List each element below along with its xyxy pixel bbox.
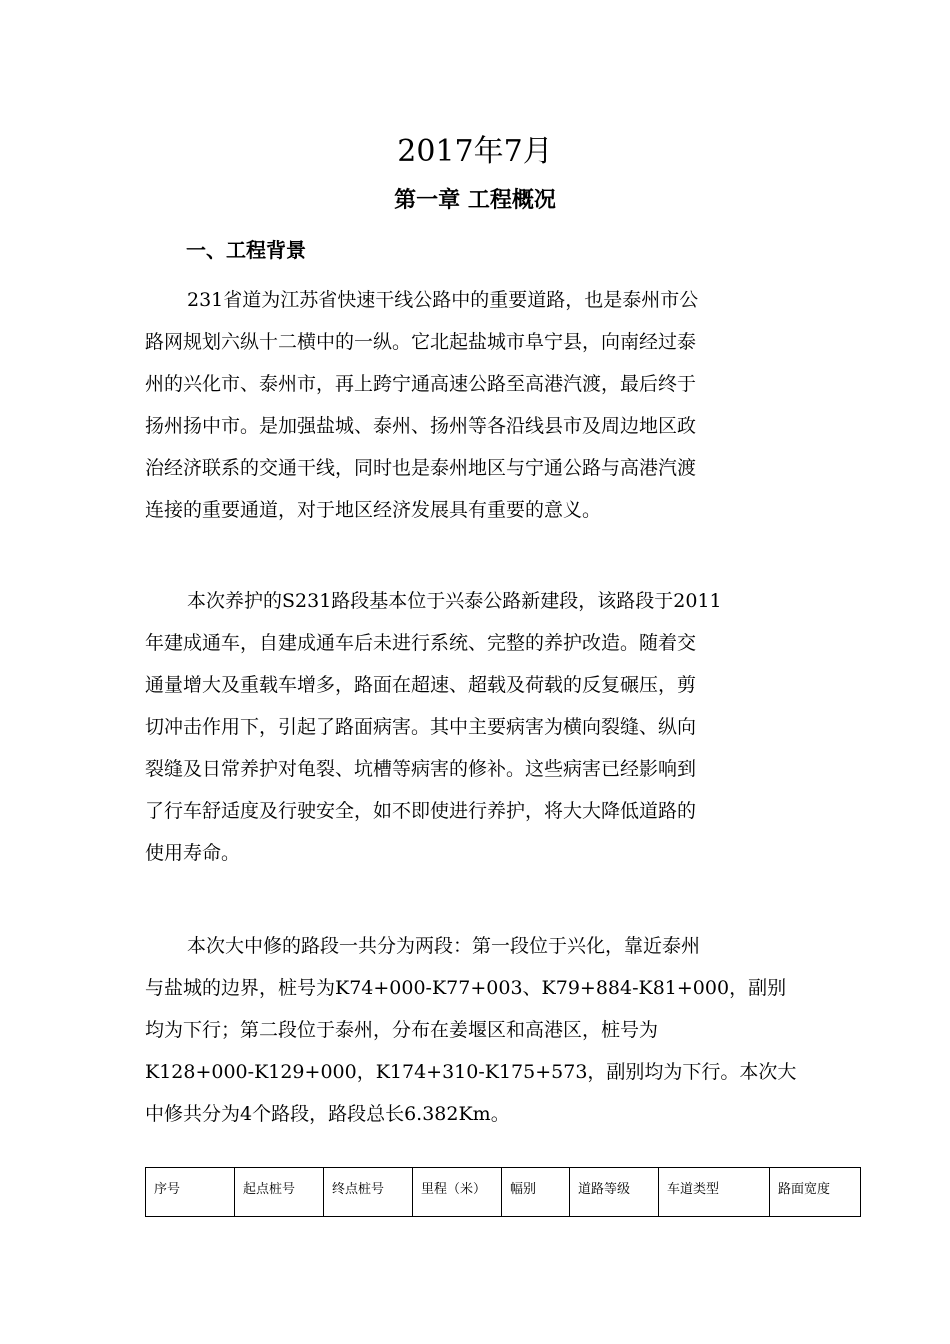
text-line: 了行车舒适度及行驶安全，如不即使进行养护，将大大降低道路的	[145, 800, 697, 822]
header-length: 里程（米）	[413, 1168, 502, 1217]
header-index: 序号	[146, 1168, 235, 1217]
text-line: 年建成通车，自建成通车后未进行系统、完整的养护改造。随着交	[145, 632, 697, 654]
text-line: 切冲击作用下，引起了路面病害。其中主要病害为横向裂缝、纵向	[145, 716, 697, 738]
table-header-row	[146, 1168, 861, 1217]
text-line: 本次养护的S231路段基本位于兴泰公路新建段，该路段于2011	[187, 590, 722, 612]
road-section-table	[145, 1167, 861, 1217]
header-lane-type: 车道类型	[659, 1168, 770, 1217]
paragraph-maintenance	[145, 580, 805, 874]
text-line: 本次大中修的路段一共分为两段：第一段位于兴化，靠近泰州	[187, 935, 701, 957]
text-line: 通量增大及重载车增多，路面在超速、超载及荷载的反复碾压，剪	[145, 674, 697, 696]
text-line: 231省道为江苏省快速干线公路中的重要道路，也是泰州市公	[187, 289, 699, 311]
text-line: 州的兴化市、泰州市，再上跨宁通高速公路至高港汽渡，最后终于	[145, 373, 697, 395]
header-pavement-width: 路面宽度	[770, 1168, 861, 1217]
text-line: K128+000-K129+000，K174+310-K175+573，副别均为下行。本次大	[145, 1061, 797, 1083]
chapter-title: 第一章 工程概况	[394, 187, 556, 213]
text-line: 均为下行；第二段位于泰州，分布在姜堰区和高港区，桩号为	[145, 1019, 659, 1041]
text-line: 裂缝及日常养护对龟裂、坑槽等病害的修补。这些病害已经影响到	[145, 758, 697, 780]
text-line: 治经济联系的交通干线，同时也是泰州地区与宁通公路与高港汽渡	[145, 457, 697, 479]
header-start-stake: 起点桩号	[235, 1168, 324, 1217]
text-line: 与盐城的边界，桩号为K74+000-K77+003、K79+884-K81+000，副别	[145, 977, 787, 999]
paragraph-sections	[145, 925, 805, 1135]
header-direction: 幅别	[502, 1168, 570, 1217]
text-line: 使用寿命。	[145, 842, 241, 864]
section-heading: 一、工程背景	[186, 238, 306, 262]
text-line: 连接的重要通道，对于地区经济发展具有重要的意义。	[145, 499, 602, 521]
header-road-grade: 道路等级	[570, 1168, 659, 1217]
paragraph-background	[145, 279, 805, 531]
text-line: 路网规划六纵十二横中的一纵。它北起盐城市阜宁县，向南经过泰	[145, 331, 697, 353]
document-date: 2017年7月	[397, 134, 553, 169]
header-end-stake: 终点桩号	[324, 1168, 413, 1217]
text-line: 扬州扬中市。是加强盐城、泰州、扬州等各沿线县市及周边地区政	[145, 415, 697, 437]
text-line: 中修共分为4个路段，路段总长6.382Km。	[145, 1103, 510, 1125]
